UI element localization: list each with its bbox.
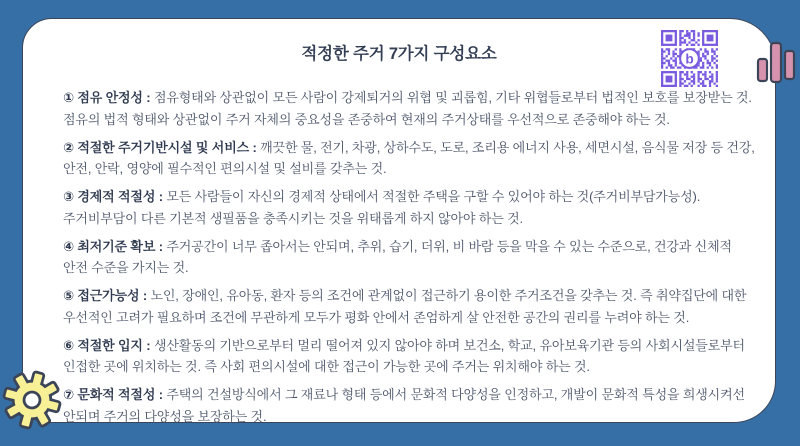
item-label: ⑦ 문화적 적절성 : (63, 387, 163, 402)
item-label: ① 점유 안정성 : (63, 90, 151, 105)
list-item (63, 87, 756, 130)
item-label: ④ 최저기준 확보 : (63, 238, 163, 254)
item-text: 모든 사람들이 자신의 경제적 상태에서 적절한 주택을 구할 수 있어야 하는 것(주거비부담가능성). 주거비부담이 다른 기본적 생필품을 충족시키는 것을 위태롭게 하지 않아야 하는 것. (63, 189, 701, 226)
item-text: 주택의 건설방식에서 그 재료나 형태 등에서 문화적 다양성을 인정하고, 개발이 문화적 특성을 희생시켜선 안되며 주거의 다양성을 보장하는 것. (63, 387, 745, 424)
qr-center-letter: b (685, 51, 694, 67)
item-text: 노인, 장애인, 유아동, 환자 등의 조건에 관계없이 접근하기 용이한 주거조건을 갖추는 것. 즉 취약집단에 대한 우선적인 고려가 필요하며 조건에 무관하게 모두가 평화 안에서 존엄하게 살 안전한 공간의 권리를 누려야 하는 것. (63, 288, 747, 325)
housing-components-list (63, 87, 756, 434)
list-item (63, 137, 756, 180)
item-text: 점유형태와 상관없이 모든 사람이 강제퇴거의 위협 및 괴롭힘, 기타 위협들로부터 법적인 보호를 보장받는 것. 점유의 법적 형태와 상관없이 주거 자체의 중요성을 존중하여 현재의 주거상태를 우선적으로 존중해야 하는 것. (63, 90, 752, 127)
list-item (63, 186, 756, 229)
list-item (63, 236, 756, 279)
page-title: 적정한 주거 7가지 구성요소 (301, 45, 497, 63)
item-text: 주거공간이 너무 좁아서는 안되며, 추위, 습기, 더위, 비 바람 등을 막을 수 있는 수준으로, 건강과 신체적 안전 수준을 가지는 것. (63, 238, 732, 275)
list-item (63, 285, 756, 328)
item-text: 깨끗한 물, 전기, 차광, 상하수도, 도로, 조리용 에너지 사용, 세면시설, 음식물 저장 등 건강, 안전, 안락, 영양에 필수적인 편의시설 및 설비를 갖추는 것. (63, 139, 755, 176)
list-item (63, 384, 756, 427)
list-item (63, 335, 756, 378)
gear-icon (2, 368, 62, 432)
item-label: ③ 경제적 적절성 : (63, 189, 163, 204)
item-label: ② 적절한 주거기반시설 및 서비스 : (63, 139, 257, 155)
qr-code-icon (661, 30, 718, 87)
item-label: ⑥ 적절한 입지 : (63, 337, 151, 353)
item-text: 생산활동의 기반으로부터 멀리 떨어져 있지 않아야 하며 보건소, 학교, 유아보육기관 등의 사회시설들로부터 인접한 곳에 위치하는 것. 즉 사회 편의시설에 대한 접근이 가능한 곳에 주거는 위치해야 하는 것. (63, 337, 745, 374)
item-label: ⑤ 접근가능성 : (63, 288, 147, 303)
bar-chart-icon (754, 40, 798, 86)
